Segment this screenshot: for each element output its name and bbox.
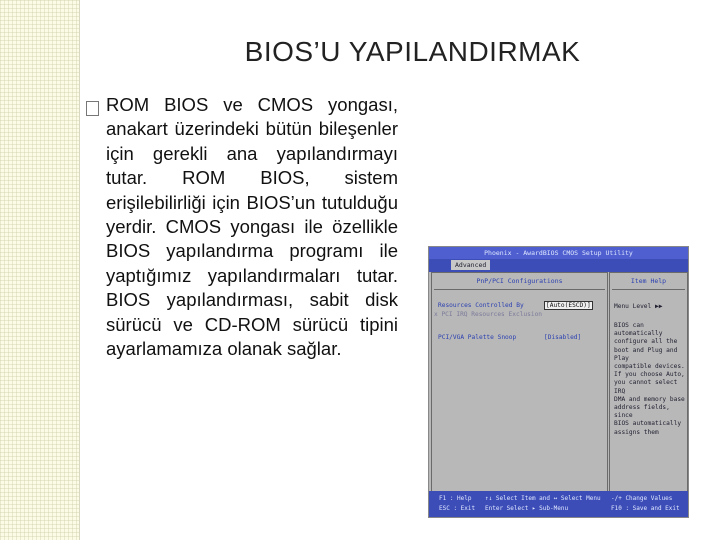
- bios-help-panel: [609, 272, 688, 492]
- bios-help-title: Item Help: [630, 277, 667, 285]
- bios-title-bar: Phoenix - AwardBIOS CMOS Setup Utility: [429, 247, 688, 259]
- bios-main-panel: [431, 272, 608, 492]
- bios-footer-enter: Enter Select ▸ Sub-Menu: [485, 505, 569, 512]
- bios-row-value-selected: [Auto(ESCD)]: [546, 302, 591, 309]
- decorative-side-strip: [0, 0, 80, 540]
- bios-row-label: PCI/VGA Palette Snoop: [438, 334, 517, 341]
- bullet-box-icon: [86, 101, 99, 116]
- bios-footer-esc: ESC : Exit: [439, 505, 476, 512]
- bios-row-value: [Disabled]: [544, 334, 582, 341]
- bios-setup-screenshot: [428, 246, 689, 518]
- bios-footer-f1: F1 : Help: [439, 495, 472, 502]
- bios-panel-title: PnP/PCI Configurations: [476, 277, 563, 285]
- bullet-text: ROM BIOS ve CMOS yongası, anakart üzerindeki bütün bileşenler için gerekli ana yapılandırmayı tutar. ROM BIOS, sistem erişilebilirliği için BIOS’un tutulduğu yerdir. CMOS yongası ile özellikle BIOS yapılandırma programı ile yaptığımız yapılandırmaları tutar. BIOS yapılandırması, sabit disk sürücü ve CD-ROM sürücü tipini ayarlamamıza olanak sağlar.: [106, 94, 398, 360]
- bios-tab-advanced: Advanced: [451, 260, 490, 270]
- bios-row-label: x PCI IRQ Resources Exclusion: [434, 311, 543, 318]
- bios-footer-f10: F10 : Save and Exit: [611, 505, 680, 512]
- bios-tab-row: [429, 259, 688, 272]
- bios-footer-select: ↑↓ Select Item and ↔ Select Menu: [485, 495, 601, 502]
- bios-divider: [434, 289, 605, 290]
- bios-row-label: Resources Controlled By: [438, 302, 524, 309]
- bios-footer: [429, 491, 688, 517]
- bios-footer-change: -/+ Change Values: [611, 495, 673, 502]
- bios-help-text: BIOS can automatically configure all the boot and Plug and Play compatible devices. If you choose Auto, you cannot select IRQ DMA and memory base address fields, since BIOS automatically assigns them: [614, 322, 685, 436]
- bios-divider: [612, 289, 685, 290]
- slide-title: BIOS’U YAPILANDIRMAK: [244, 36, 581, 67]
- bios-menu-level: Menu Level ▶▶: [614, 303, 663, 310]
